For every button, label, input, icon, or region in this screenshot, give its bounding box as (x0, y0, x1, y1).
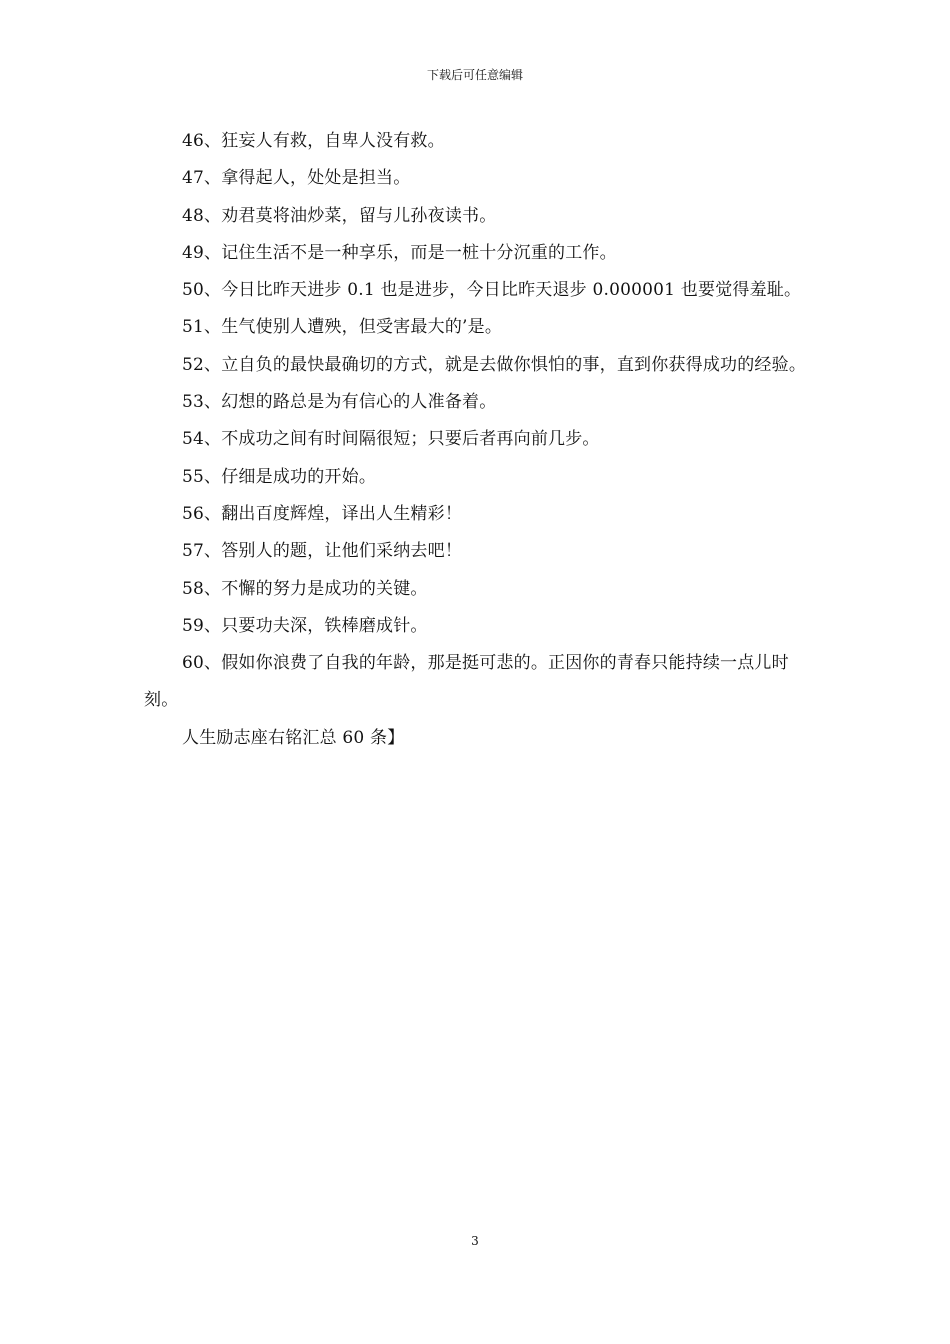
paragraph: 55、仔细是成功的开始。 (182, 466, 377, 487)
paragraph: 48、劝君莫将油炒菜，留与儿孙夜读书。 (182, 205, 497, 226)
paragraph: 52、立自负的最快最确切的方式，就是去做你惧怕的事，直到你获得成功的经验。 (182, 354, 807, 375)
paragraph: 58、不懈的努力是成功的关键。 (182, 578, 428, 599)
paragraph: 46、狂妄人有救，自卑人没有救。 (182, 131, 445, 151)
paragraph: 51、生气使别人遭殃，但受害最大的’是。 (182, 317, 503, 338)
paragraph: 59、只要功夫深，铁棒磨成针。 (182, 615, 428, 636)
paragraph: 54、不成功之间有时间隔很短；只要后者再向前几步。 (182, 429, 600, 450)
paragraph: 49、记住生活不是一种享乐，而是一桩十分沉重的工作。 (182, 242, 617, 263)
closing-title: 人生励志座右铭汇总 60 条】 (182, 727, 405, 748)
paragraph: 60、假如你浪费了自我的年龄，那是挺可悲的。正因你的青春只能持续一点儿时刻。 (144, 653, 789, 711)
paragraph: 56、翻出百度辉煌，译出人生精彩！ (182, 503, 463, 524)
paragraph: 57、答别人的题，让他们采纳去吧！ (182, 541, 463, 562)
page-header: 下载后可任意编辑 (426, 68, 523, 82)
paragraph: 47、拿得起人，处处是担当。 (182, 168, 411, 189)
document-body (144, 123, 808, 757)
page-number: 3 (471, 1234, 479, 1248)
paragraph: 50、今日比昨天进步 0.1 也是进步，今日比昨天退步 0.000001 也要觉得羞耻。 (182, 280, 802, 301)
paragraph: 53、幻想的路总是为有信心的人准备着。 (182, 392, 497, 413)
